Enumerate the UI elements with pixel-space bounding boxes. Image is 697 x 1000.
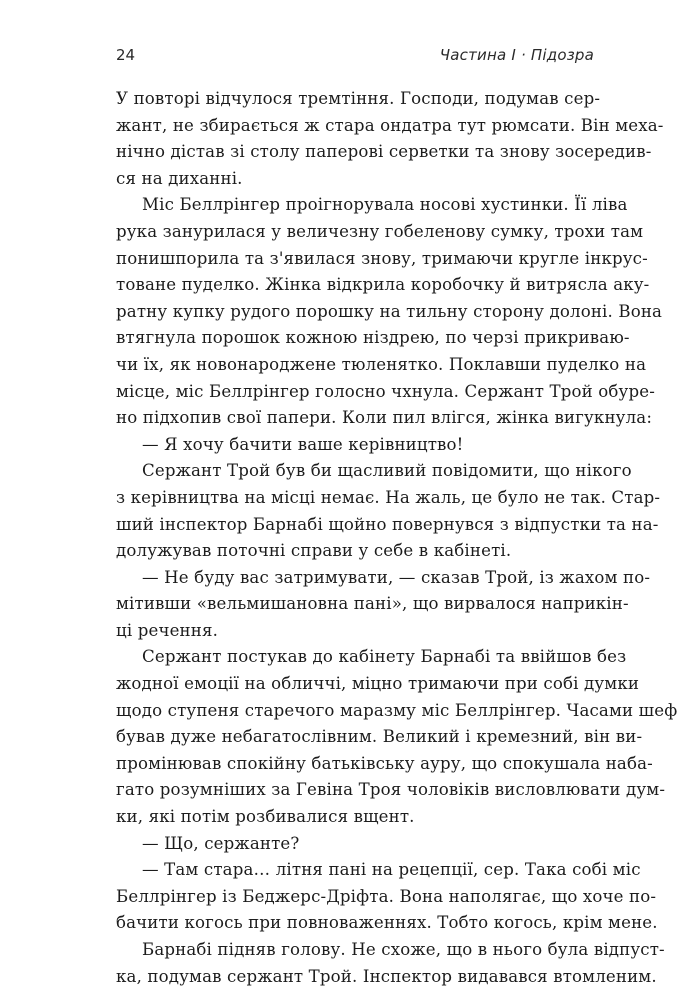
text-line: товане пуделко. Жінка відкрила коробочку й витрясла аку- [116, 275, 650, 295]
text-line: щодо ступеня старечого маразму міс Беллрінгер. Часами шеф [116, 700, 678, 720]
text-line: ки, які потім розбивалися вщент. [116, 807, 415, 827]
text-line: нічно дістав зі столу паперові серветки та знову зосередив- [116, 142, 652, 162]
text-line: місце, міс Беллрінгер голосно чхнула. Сержант Трой обурe- [116, 381, 655, 401]
text-line: ка, подумав сержант Трой. Інспектор видавався втомленим. [116, 966, 657, 986]
text-line: жант, не збирається ж стара ондатра тут рюмсати. Він меха- [116, 115, 664, 135]
text-line: ратну купку рудого порошку на тильну сторону долоні. Вона [116, 301, 663, 321]
text-line: чи їх, як новонароджене тюленятко. Поклавши пуделко на [116, 354, 647, 374]
text-line: промінював спокійну батьківську ауру, що спокушала наба- [116, 753, 653, 773]
text-line: Беллрінгер із Беджерс-Дріфта. Вона наполягає, що хоче по- [116, 886, 657, 906]
text-line: — Там стара… літня пані на рецепції, сер. Така собі міс [142, 860, 641, 880]
text-line: но підхопив свої папери. Коли пил влігся, жінка вигукнула: [116, 408, 653, 428]
text-line: — Я хочу бачити ваше керівництво! [142, 434, 464, 454]
page-header [116, 46, 594, 70]
body-text [116, 86, 678, 990]
text-line: понишпорила та з'явилася знову, тримаючи кругле інкрус- [116, 248, 648, 268]
running-head: Частина I · Підозра [439, 46, 594, 64]
text-line: бачити когось при повноваженнях. Тобто когось, крім мене. [116, 913, 658, 933]
page-number: 24 [116, 46, 136, 64]
text-line: ці речення. [116, 620, 218, 640]
text-line: Сержант Трой був би щасливий повідомити, що нікого [142, 461, 632, 481]
text-line: Сержант постукав до кабінету Барнабі та ввійшов без [142, 647, 627, 667]
text-line: — Що, сержанте? [142, 833, 300, 853]
text-line: Барнабі підняв голову. Не схоже, що в нього була відпуст- [142, 940, 665, 959]
text-line: ся на диханні. [116, 168, 243, 188]
text-line: з керівництва на місці немає. На жаль, це було не так. Стар- [116, 487, 661, 507]
text-line: мітивши «вельмишановна пані», що вирвалося наприкін- [116, 594, 629, 614]
text-line: долужував поточні справи у себе в кабінеті. [116, 541, 512, 561]
text-line: рука занурилася у величезну гобеленову сумку, трохи там [116, 221, 644, 241]
text-line: втягнула порошок кожною ніздрею, по черзі прикриваю- [116, 328, 630, 348]
text-line: Міс Беллрінгер проігнорувала носові хустинки. Її ліва [142, 195, 628, 215]
text-line: гато розумніших за Гевіна Троя чоловіків висловлювати дум- [116, 780, 666, 800]
text-line: У повторі відчулося тремтіння. Господи, подумав сер- [116, 89, 601, 108]
text-line: бував дуже небагатослівним. Великий і кремезний, він ви- [116, 727, 643, 747]
text-line: ший інспектор Барнабі щойно повернувся з відпустки та на- [116, 514, 659, 534]
text-line: жодної емоції на обличчі, міцно тримаючи при собі думки [116, 674, 640, 694]
text-line: — Не буду вас затримувати, — сказав Трой, із жахом по- [142, 567, 651, 587]
